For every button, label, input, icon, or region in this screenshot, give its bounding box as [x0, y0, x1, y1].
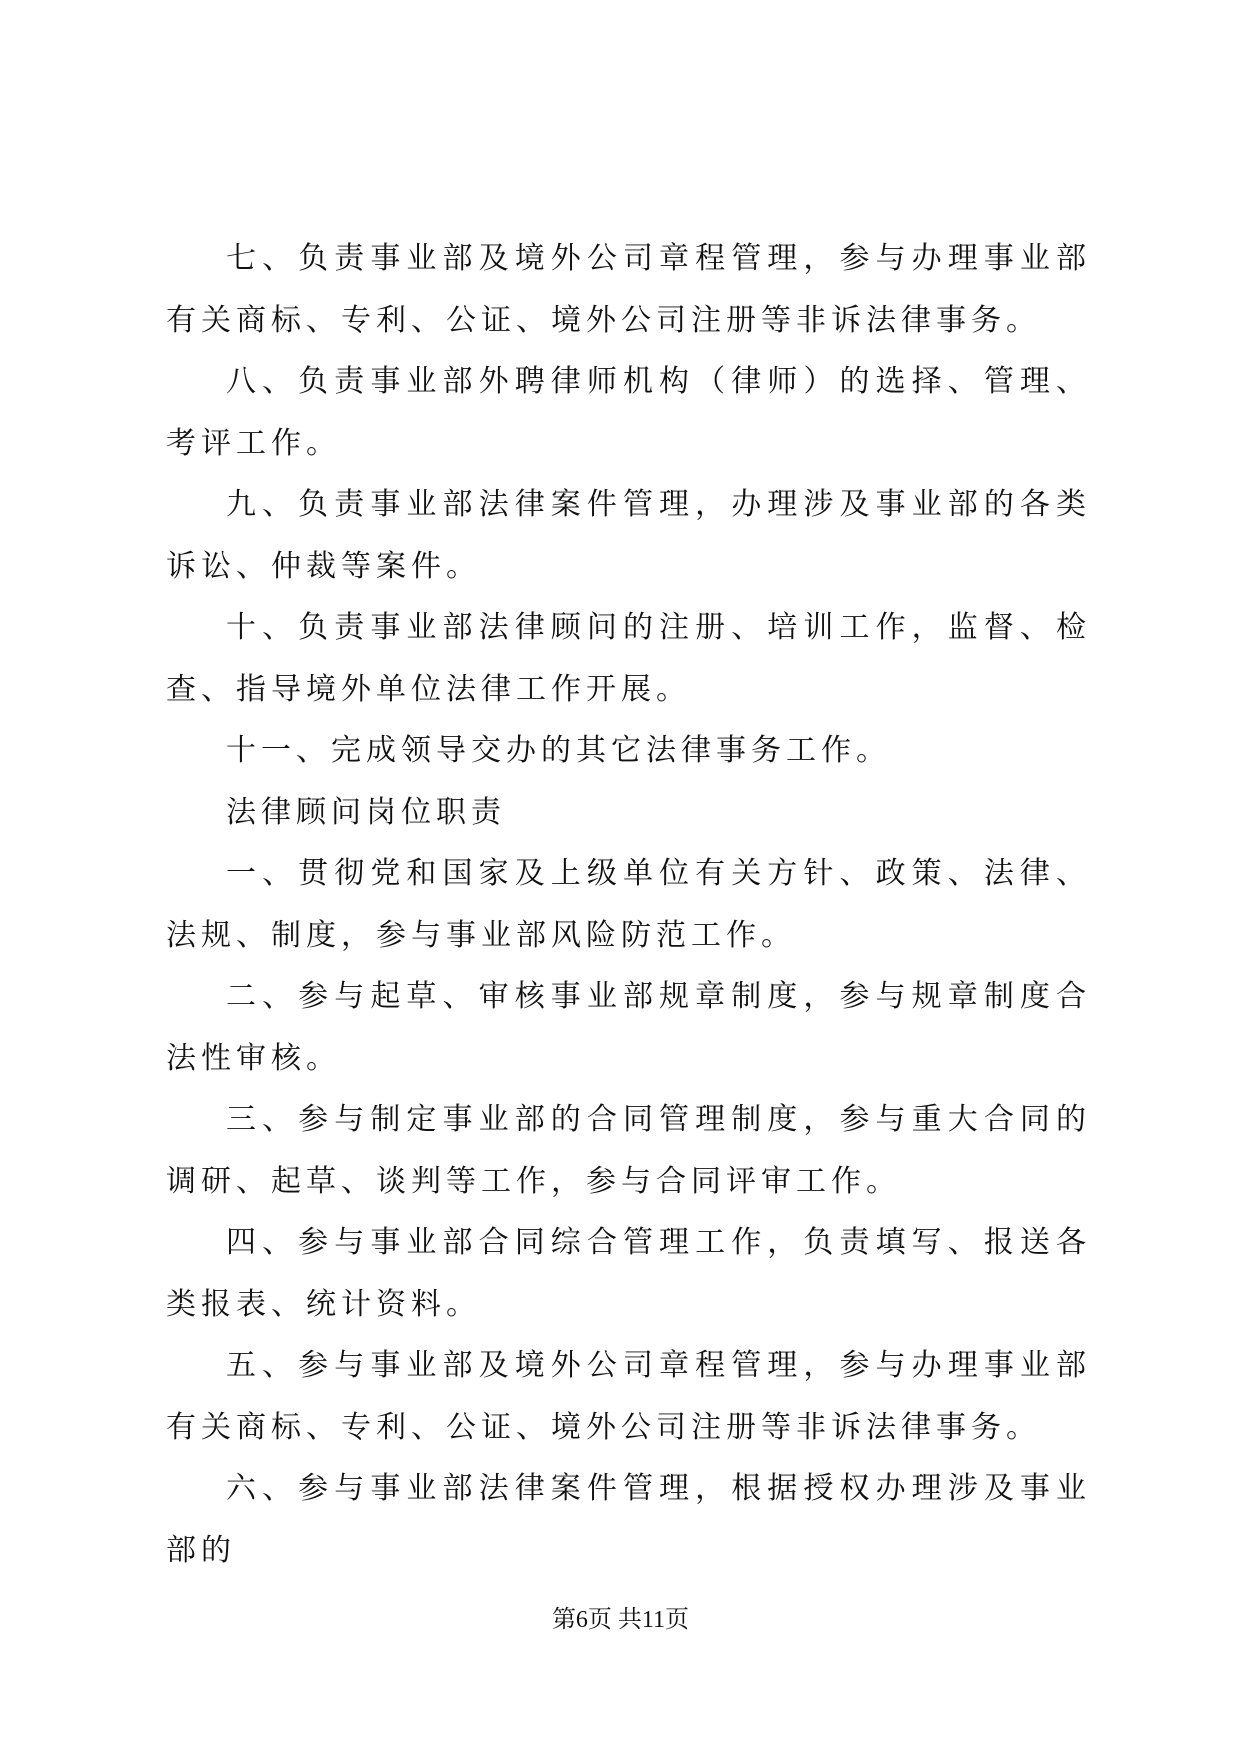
document-body — [166, 228, 1091, 1581]
paragraph-item-3: 三、参与制定事业部的合同管理制度，参与重大合同的调研、起草、谈判等工作，参与合同评审工作。 — [166, 1102, 1091, 1199]
paragraph-item-4: 四、参与事业部合同综合管理工作，负责填写、报送各类报表、统计资料。 — [166, 1225, 1091, 1322]
paragraph-item-8: 八、负责事业部外聘律师机构（律师）的选择、管理、考评工作。 — [166, 364, 1091, 461]
paragraph-item-11: 十一、完成领导交办的其它法律事务工作。 — [226, 733, 891, 768]
paragraph-item-9: 九、负责事业部法律案件管理，办理涉及事业部的各类诉讼、仲裁等案件。 — [166, 487, 1091, 584]
paragraph-item-6: 六、参与事业部法律案件管理，根据授权办理涉及事业部的 — [166, 1471, 1091, 1568]
section-heading: 法律顾问岗位职责 — [226, 794, 506, 830]
page-number-footer: 第6页 共11页 — [551, 1607, 690, 1633]
paragraph-item-10: 十、负责事业部法律顾问的注册、培训工作，监督、检查、指导境外单位法律工作开展。 — [166, 610, 1091, 707]
paragraph-item-5: 五、参与事业部及境外公司章程管理，参与办理事业部有关商标、专利、公证、境外公司注册等非诉法律事务。 — [166, 1348, 1091, 1445]
paragraph-item-7: 七、负责事业部及境外公司章程管理，参与办理事业部有关商标、专利、公证、境外公司注册等非诉法律事务。 — [166, 241, 1091, 338]
paragraph-item-2: 二、参与起草、审核事业部规章制度，参与规章制度合法性审核。 — [166, 979, 1091, 1076]
paragraph-item-1: 一、贯彻党和国家及上级单位有关方针、政策、法律、法规、制度，参与事业部风险防范工作。 — [166, 856, 1091, 953]
